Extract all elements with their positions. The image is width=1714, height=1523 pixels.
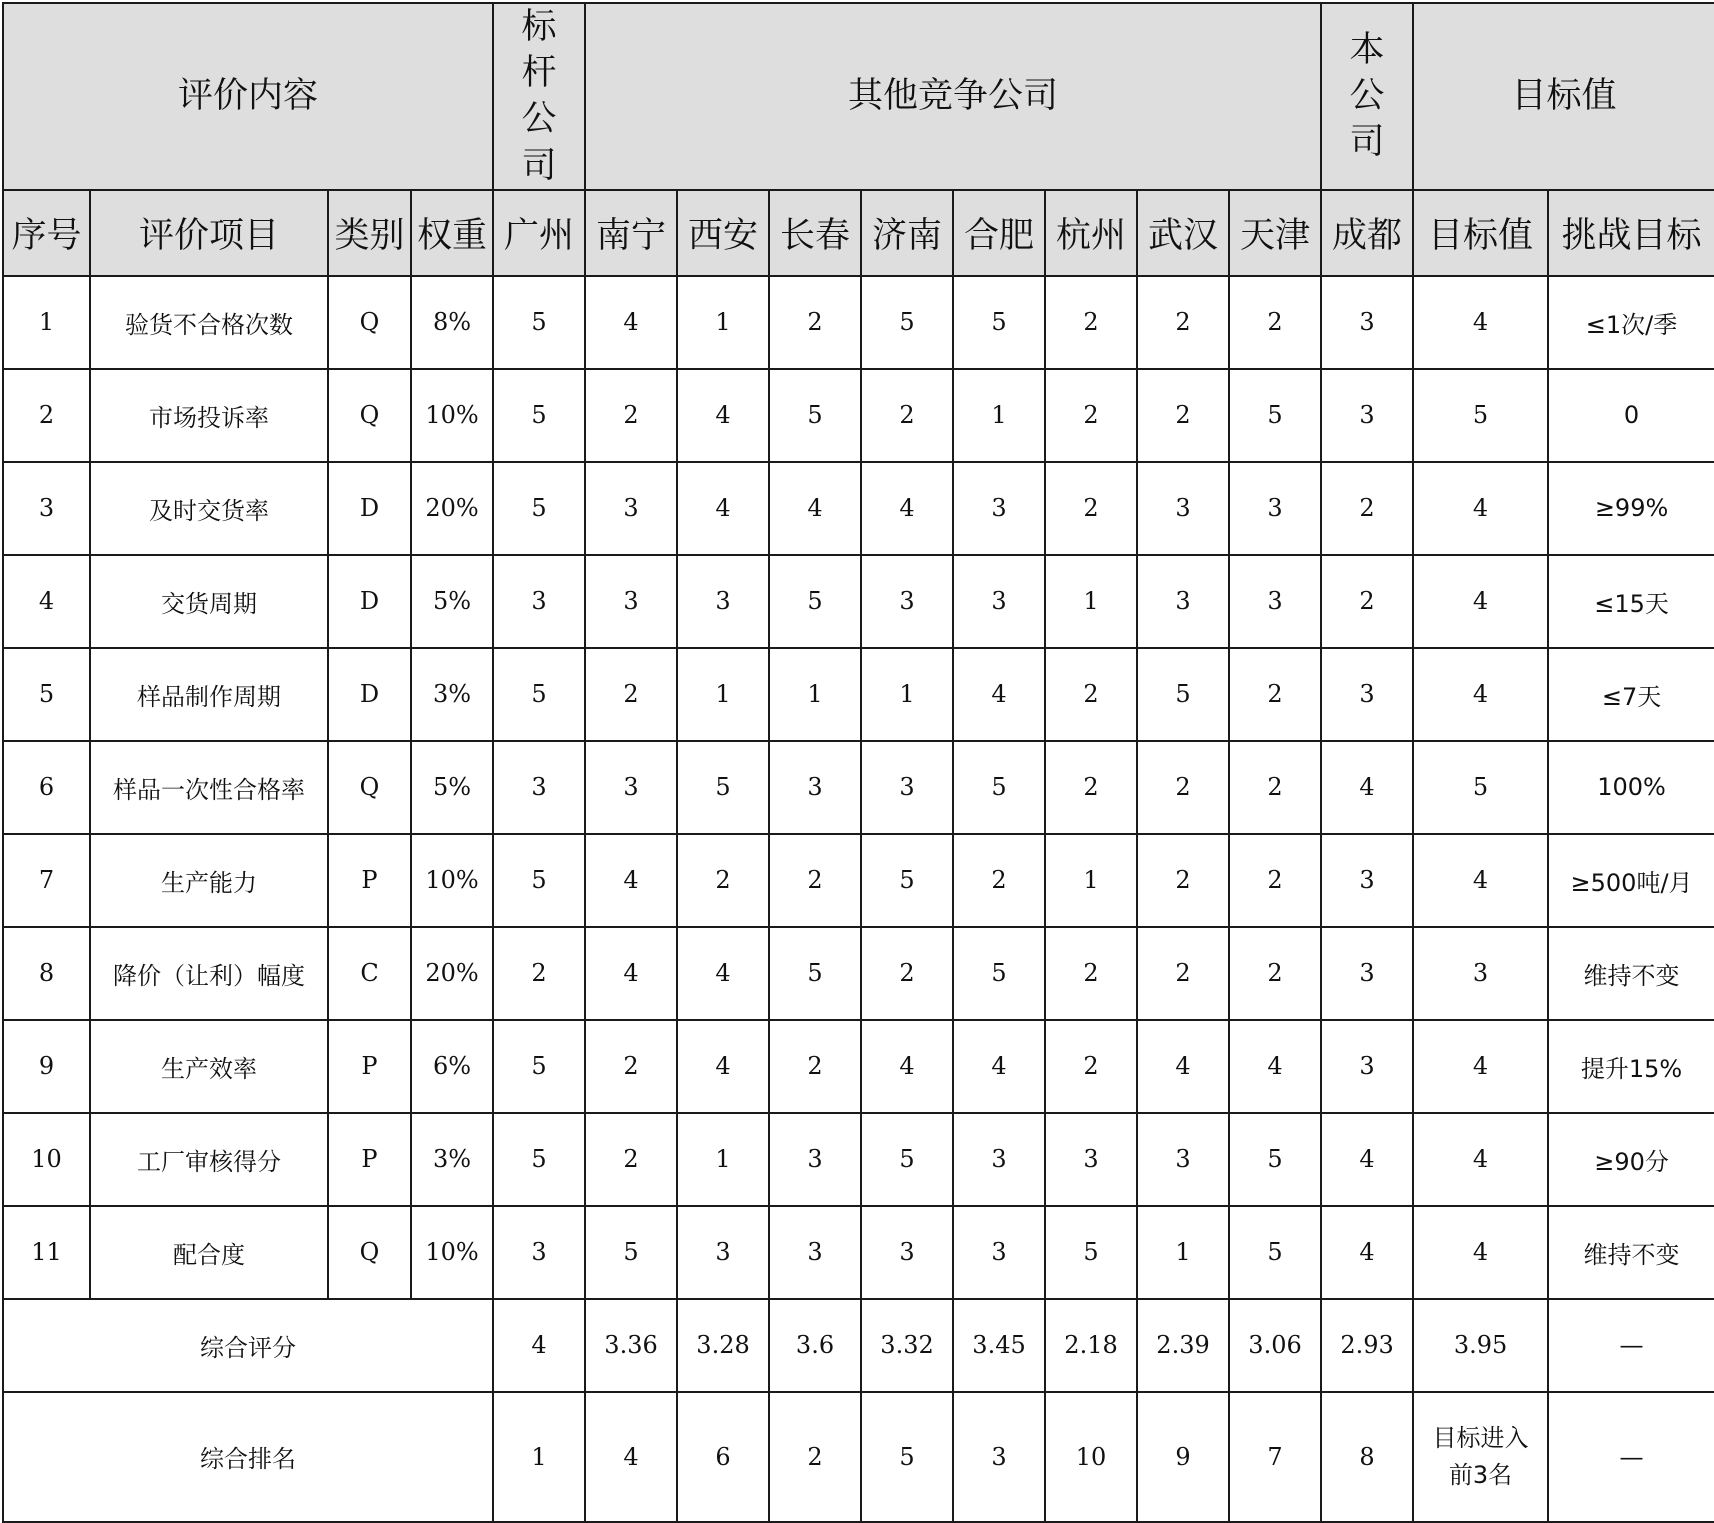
row-competitor-score: 3 xyxy=(1137,1113,1229,1206)
header-weight: 权重 xyxy=(411,190,493,276)
row-number: 1 xyxy=(3,276,90,369)
row-competitor-score: 3 xyxy=(861,741,953,834)
row-competitor-score: 3 xyxy=(769,1113,861,1206)
header-no: 序号 xyxy=(3,190,90,276)
header-other-competitors: 其他竞争公司 xyxy=(585,3,1321,190)
row-self-score: 2 xyxy=(1321,462,1413,555)
header-category: 类别 xyxy=(328,190,411,276)
row-category: D xyxy=(328,462,411,555)
row-challenge-target: ≤1次/季 xyxy=(1548,276,1714,369)
row-target-score: 4 xyxy=(1413,555,1548,648)
row-self-score: 2 xyxy=(1321,555,1413,648)
row-competitor-score: 2 xyxy=(861,369,953,462)
row-competitor-score: 1 xyxy=(769,648,861,741)
row-benchmark-score: 3 xyxy=(493,555,585,648)
row-category: P xyxy=(328,1020,411,1113)
row-competitor-score: 3 xyxy=(677,555,769,648)
row-competitor-score: 5 xyxy=(953,741,1045,834)
row-competitor-score: 2 xyxy=(861,927,953,1020)
row-weight: 10% xyxy=(411,834,493,927)
row-number: 11 xyxy=(3,1206,90,1299)
row-competitor-score: 2 xyxy=(585,648,677,741)
summary-score-competitor: 2.39 xyxy=(1137,1299,1229,1392)
row-competitor-score: 5 xyxy=(1229,369,1321,462)
row-competitor-score: 2 xyxy=(1229,927,1321,1020)
summary-rank-competitor: 10 xyxy=(1045,1392,1137,1522)
row-benchmark-score: 5 xyxy=(493,1020,585,1113)
row-number: 8 xyxy=(3,927,90,1020)
row-item: 验货不合格次数 xyxy=(90,276,328,369)
row-competitor-score: 1 xyxy=(677,276,769,369)
row-weight: 3% xyxy=(411,1113,493,1206)
row-category: P xyxy=(328,1113,411,1206)
row-competitor-score: 2 xyxy=(585,369,677,462)
header-competitor-city: 西安 xyxy=(677,190,769,276)
row-target-score: 5 xyxy=(1413,741,1548,834)
table-row xyxy=(3,927,1714,1020)
row-competitor-score: 2 xyxy=(769,1020,861,1113)
header-eval-content: 评价内容 xyxy=(3,3,493,190)
summary-score-self: 2.93 xyxy=(1321,1299,1413,1392)
row-item: 及时交货率 xyxy=(90,462,328,555)
row-competitor-score: 5 xyxy=(585,1206,677,1299)
benchmark-evaluation-table xyxy=(2,2,1714,1523)
row-competitor-score: 3 xyxy=(861,1206,953,1299)
summary-rank-row xyxy=(3,1392,1714,1522)
table-row xyxy=(3,555,1714,648)
header-self-city: 成都 xyxy=(1321,190,1413,276)
header-competitor-city: 天津 xyxy=(1229,190,1321,276)
header-competitor-city: 南宁 xyxy=(585,190,677,276)
summary-rank-competitor: 2 xyxy=(769,1392,861,1522)
row-self-score: 4 xyxy=(1321,1206,1413,1299)
row-competitor-score: 5 xyxy=(769,555,861,648)
row-competitor-score: 4 xyxy=(677,927,769,1020)
row-competitor-score: 4 xyxy=(1137,1020,1229,1113)
row-weight: 10% xyxy=(411,1206,493,1299)
table-row xyxy=(3,648,1714,741)
header-competitor-city: 武汉 xyxy=(1137,190,1229,276)
row-benchmark-score: 5 xyxy=(493,648,585,741)
row-category: C xyxy=(328,927,411,1020)
row-competitor-score: 5 xyxy=(769,927,861,1020)
row-weight: 5% xyxy=(411,741,493,834)
row-competitor-score: 2 xyxy=(585,1020,677,1113)
header-item: 评价项目 xyxy=(90,190,328,276)
row-target-score: 5 xyxy=(1413,369,1548,462)
row-number: 3 xyxy=(3,462,90,555)
row-self-score: 4 xyxy=(1321,1113,1413,1206)
row-competitor-score: 2 xyxy=(953,834,1045,927)
row-competitor-score: 5 xyxy=(861,276,953,369)
row-competitor-score: 2 xyxy=(677,834,769,927)
row-competitor-score: 2 xyxy=(1045,276,1137,369)
row-category: D xyxy=(328,555,411,648)
row-item: 生产效率 xyxy=(90,1020,328,1113)
summary-rank-label: 综合排名 xyxy=(3,1392,493,1522)
row-weight: 20% xyxy=(411,462,493,555)
row-competitor-score: 5 xyxy=(861,834,953,927)
summary-score-target: 3.95 xyxy=(1413,1299,1548,1392)
summary-rank-target: 目标进入前3名 xyxy=(1413,1392,1548,1522)
row-competitor-score: 2 xyxy=(1045,369,1137,462)
row-competitor-score: 5 xyxy=(1229,1206,1321,1299)
row-competitor-score: 3 xyxy=(585,741,677,834)
summary-rank-competitor: 9 xyxy=(1137,1392,1229,1522)
row-self-score: 3 xyxy=(1321,276,1413,369)
row-competitor-score: 4 xyxy=(861,462,953,555)
row-weight: 8% xyxy=(411,276,493,369)
summary-score-competitor: 3.06 xyxy=(1229,1299,1321,1392)
row-self-score: 3 xyxy=(1321,1020,1413,1113)
header-competitor-city: 杭州 xyxy=(1045,190,1137,276)
row-competitor-score: 2 xyxy=(1045,741,1137,834)
row-competitor-score: 3 xyxy=(1045,1113,1137,1206)
row-benchmark-score: 3 xyxy=(493,741,585,834)
row-competitor-score: 1 xyxy=(1045,555,1137,648)
row-target-score: 4 xyxy=(1413,462,1548,555)
row-competitor-score: 4 xyxy=(953,1020,1045,1113)
table-row xyxy=(3,1020,1714,1113)
table-row xyxy=(3,369,1714,462)
row-competitor-score: 5 xyxy=(953,276,1045,369)
row-self-score: 3 xyxy=(1321,927,1413,1020)
row-challenge-target: 100% xyxy=(1548,741,1714,834)
row-competitor-score: 2 xyxy=(1137,276,1229,369)
row-item: 工厂审核得分 xyxy=(90,1113,328,1206)
row-number: 5 xyxy=(3,648,90,741)
row-challenge-target: 提升15% xyxy=(1548,1020,1714,1113)
summary-score-competitor: 3.6 xyxy=(769,1299,861,1392)
row-competitor-score: 3 xyxy=(677,1206,769,1299)
row-target-score: 4 xyxy=(1413,834,1548,927)
row-benchmark-score: 5 xyxy=(493,1113,585,1206)
row-competitor-score: 4 xyxy=(769,462,861,555)
summary-rank-competitor: 6 xyxy=(677,1392,769,1522)
summary-score-competitor: 3.36 xyxy=(585,1299,677,1392)
row-competitor-score: 5 xyxy=(861,1113,953,1206)
row-competitor-score: 5 xyxy=(953,927,1045,1020)
row-number: 4 xyxy=(3,555,90,648)
row-self-score: 3 xyxy=(1321,369,1413,462)
row-competitor-score: 3 xyxy=(1137,462,1229,555)
row-competitor-score: 4 xyxy=(953,648,1045,741)
row-weight: 20% xyxy=(411,927,493,1020)
table-row xyxy=(3,834,1714,927)
row-competitor-score: 1 xyxy=(677,648,769,741)
row-competitor-score: 3 xyxy=(953,1113,1045,1206)
row-challenge-target: ≥90分 xyxy=(1548,1113,1714,1206)
row-challenge-target: 维持不变 xyxy=(1548,1206,1714,1299)
row-competitor-score: 2 xyxy=(1045,648,1137,741)
summary-score-benchmark: 4 xyxy=(493,1299,585,1392)
row-competitor-score: 2 xyxy=(1045,462,1137,555)
row-category: Q xyxy=(328,276,411,369)
header-benchmark-company: 标杆公司 xyxy=(493,3,585,190)
header-competitor-city: 合肥 xyxy=(953,190,1045,276)
row-item: 样品制作周期 xyxy=(90,648,328,741)
row-competitor-score: 2 xyxy=(1137,741,1229,834)
row-item: 降价（让利）幅度 xyxy=(90,927,328,1020)
table-row xyxy=(3,276,1714,369)
row-benchmark-score: 5 xyxy=(493,369,585,462)
row-number: 9 xyxy=(3,1020,90,1113)
row-target-score: 4 xyxy=(1413,1206,1548,1299)
row-competitor-score: 5 xyxy=(677,741,769,834)
row-self-score: 4 xyxy=(1321,741,1413,834)
row-competitor-score: 4 xyxy=(585,927,677,1020)
header-own-company: 本公司 xyxy=(1321,3,1413,190)
row-number: 7 xyxy=(3,834,90,927)
header-row-columns xyxy=(3,190,1714,276)
row-target-score: 4 xyxy=(1413,276,1548,369)
summary-rank-competitor: 4 xyxy=(585,1392,677,1522)
row-challenge-target: ≥99% xyxy=(1548,462,1714,555)
header-competitor-city: 长春 xyxy=(769,190,861,276)
row-challenge-target: 0 xyxy=(1548,369,1714,462)
header-competitor-city: 济南 xyxy=(861,190,953,276)
row-target-score: 4 xyxy=(1413,1113,1548,1206)
row-competitor-score: 2 xyxy=(1045,1020,1137,1113)
row-benchmark-score: 5 xyxy=(493,462,585,555)
summary-rank-challenge: — xyxy=(1548,1392,1714,1522)
row-competitor-score: 1 xyxy=(677,1113,769,1206)
row-competitor-score: 2 xyxy=(1137,834,1229,927)
summary-score-competitor: 3.28 xyxy=(677,1299,769,1392)
row-number: 10 xyxy=(3,1113,90,1206)
row-item: 交货周期 xyxy=(90,555,328,648)
row-competitor-score: 2 xyxy=(1229,648,1321,741)
row-self-score: 3 xyxy=(1321,834,1413,927)
summary-rank-competitor: 5 xyxy=(861,1392,953,1522)
row-weight: 10% xyxy=(411,369,493,462)
row-competitor-score: 2 xyxy=(1045,927,1137,1020)
row-competitor-score: 4 xyxy=(861,1020,953,1113)
header-row-groups xyxy=(3,3,1714,190)
row-competitor-score: 1 xyxy=(953,369,1045,462)
row-competitor-score: 2 xyxy=(1229,276,1321,369)
row-competitor-score: 4 xyxy=(677,1020,769,1113)
summary-rank-self: 8 xyxy=(1321,1392,1413,1522)
row-competitor-score: 3 xyxy=(1229,462,1321,555)
summary-score-label: 综合评分 xyxy=(3,1299,493,1392)
row-weight: 3% xyxy=(411,648,493,741)
table-row xyxy=(3,741,1714,834)
row-competitor-score: 3 xyxy=(585,462,677,555)
row-competitor-score: 1 xyxy=(1137,1206,1229,1299)
row-benchmark-score: 5 xyxy=(493,834,585,927)
row-self-score: 3 xyxy=(1321,648,1413,741)
row-challenge-target: ≥500吨/月 xyxy=(1548,834,1714,927)
row-competitor-score: 2 xyxy=(1137,927,1229,1020)
row-number: 6 xyxy=(3,741,90,834)
row-item: 生产能力 xyxy=(90,834,328,927)
row-competitor-score: 3 xyxy=(1229,555,1321,648)
row-competitor-score: 4 xyxy=(677,462,769,555)
table-row xyxy=(3,1113,1714,1206)
row-competitor-score: 3 xyxy=(953,462,1045,555)
row-competitor-score: 5 xyxy=(769,369,861,462)
row-weight: 6% xyxy=(411,1020,493,1113)
row-competitor-score: 1 xyxy=(861,648,953,741)
row-category: D xyxy=(328,648,411,741)
summary-score-challenge: — xyxy=(1548,1299,1714,1392)
row-item: 市场投诉率 xyxy=(90,369,328,462)
header-challenge-target: 挑战目标 xyxy=(1548,190,1714,276)
row-challenge-target: ≤7天 xyxy=(1548,648,1714,741)
summary-rank-benchmark: 1 xyxy=(493,1392,585,1522)
row-competitor-score: 2 xyxy=(1229,741,1321,834)
row-competitor-score: 4 xyxy=(585,276,677,369)
row-competitor-score: 1 xyxy=(1045,834,1137,927)
row-category: Q xyxy=(328,741,411,834)
row-competitor-score: 2 xyxy=(1229,834,1321,927)
row-item: 配合度 xyxy=(90,1206,328,1299)
row-competitor-score: 3 xyxy=(769,1206,861,1299)
row-challenge-target: ≤15天 xyxy=(1548,555,1714,648)
row-competitor-score: 4 xyxy=(677,369,769,462)
row-category: P xyxy=(328,834,411,927)
row-target-score: 4 xyxy=(1413,648,1548,741)
row-competitor-score: 2 xyxy=(769,834,861,927)
summary-score-competitor: 2.18 xyxy=(1045,1299,1137,1392)
row-challenge-target: 维持不变 xyxy=(1548,927,1714,1020)
row-competitor-score: 4 xyxy=(1229,1020,1321,1113)
summary-score-row xyxy=(3,1299,1714,1392)
header-benchmark-city: 广州 xyxy=(493,190,585,276)
header-target-value: 目标值 xyxy=(1413,190,1548,276)
table-row xyxy=(3,462,1714,555)
row-benchmark-score: 3 xyxy=(493,1206,585,1299)
row-competitor-score: 5 xyxy=(1229,1113,1321,1206)
row-competitor-score: 3 xyxy=(585,555,677,648)
summary-score-competitor: 3.32 xyxy=(861,1299,953,1392)
row-number: 2 xyxy=(3,369,90,462)
row-competitor-score: 5 xyxy=(1045,1206,1137,1299)
summary-score-competitor: 3.45 xyxy=(953,1299,1045,1392)
row-competitor-score: 4 xyxy=(585,834,677,927)
row-item: 样品一次性合格率 xyxy=(90,741,328,834)
row-competitor-score: 3 xyxy=(953,1206,1045,1299)
row-category: Q xyxy=(328,369,411,462)
row-benchmark-score: 2 xyxy=(493,927,585,1020)
summary-rank-competitor: 3 xyxy=(953,1392,1045,1522)
row-competitor-score: 3 xyxy=(953,555,1045,648)
row-weight: 5% xyxy=(411,555,493,648)
row-competitor-score: 3 xyxy=(1137,555,1229,648)
summary-rank-competitor: 7 xyxy=(1229,1392,1321,1522)
row-target-score: 4 xyxy=(1413,1020,1548,1113)
row-competitor-score: 5 xyxy=(1137,648,1229,741)
table-row xyxy=(3,1206,1714,1299)
row-competitor-score: 3 xyxy=(769,741,861,834)
row-competitor-score: 2 xyxy=(769,276,861,369)
header-target-group: 目标值 xyxy=(1413,3,1714,190)
row-competitor-score: 2 xyxy=(1137,369,1229,462)
row-target-score: 3 xyxy=(1413,927,1548,1020)
row-competitor-score: 2 xyxy=(585,1113,677,1206)
row-benchmark-score: 5 xyxy=(493,276,585,369)
row-competitor-score: 3 xyxy=(861,555,953,648)
row-category: Q xyxy=(328,1206,411,1299)
